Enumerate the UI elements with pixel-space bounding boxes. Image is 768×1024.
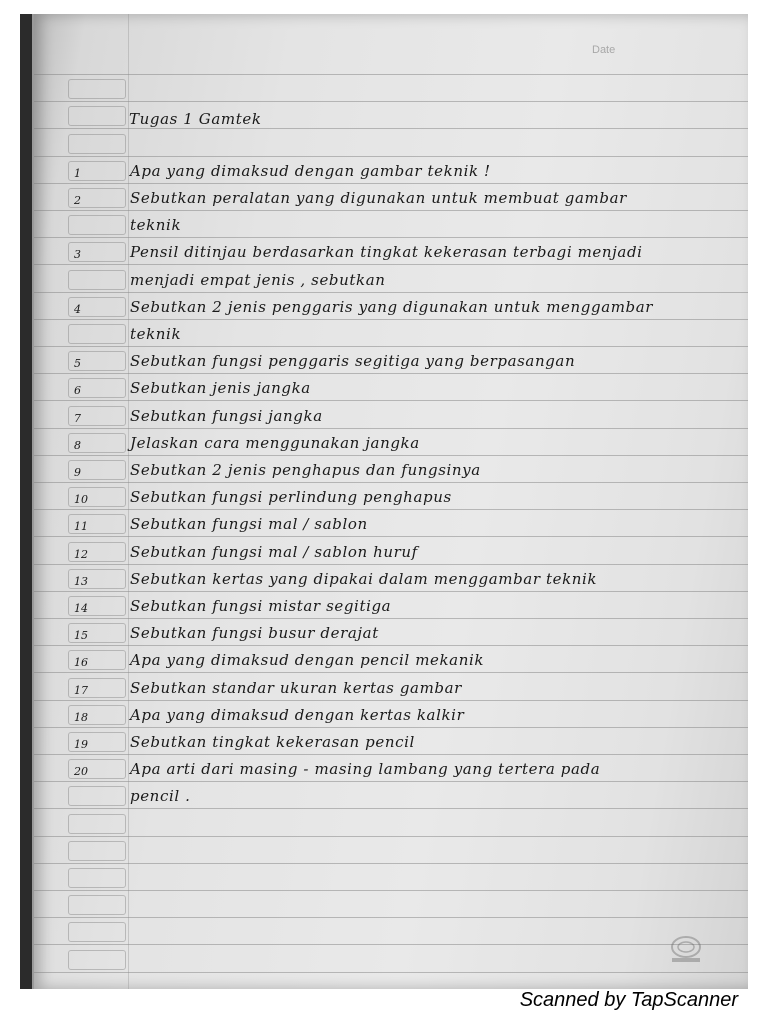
ruled-line	[34, 618, 748, 619]
ruled-line	[34, 346, 748, 347]
question-text: Jelaskan cara menggunakan jangka	[130, 433, 420, 452]
page-title: Tugas 1 Gamtek	[129, 110, 262, 128]
ruled-line	[34, 672, 748, 673]
question-text: Sebutkan fungsi jangka	[130, 406, 323, 425]
question-number: 6	[74, 384, 81, 398]
question-number: 13	[74, 574, 88, 588]
ruled-line	[34, 564, 748, 565]
question-text: Apa yang dimaksud dengan gambar teknik !	[130, 161, 491, 180]
question-text: Sebutkan standar ukuran kertas gambar	[130, 678, 462, 697]
question-text: Sebutkan fungsi mal / sablon huruf	[130, 542, 418, 561]
ruled-line	[34, 319, 748, 320]
ruled-line	[34, 400, 748, 401]
question-number: 8	[74, 438, 81, 452]
margin-box	[68, 786, 126, 806]
ruled-line	[34, 210, 748, 211]
ruled-line	[34, 373, 748, 374]
question-text: Apa yang dimaksud dengan kertas kalkir	[130, 705, 465, 724]
question-text: teknik	[130, 216, 182, 235]
question-text: Sebutkan peralatan yang digunakan untuk membuat gambar	[130, 189, 627, 207]
question-number: 2	[74, 194, 81, 207]
ruled-line	[34, 863, 748, 864]
question-number: 20	[74, 765, 88, 779]
question-text: Apa yang dimaksud dengan pencil mekanik	[130, 651, 485, 670]
ruled-line	[34, 264, 748, 265]
question-number: 18	[74, 710, 88, 724]
question-number: 10	[74, 493, 88, 507]
ruled-line	[34, 509, 748, 510]
margin-box	[68, 215, 126, 235]
margin-box	[68, 922, 126, 942]
ruled-line	[34, 237, 748, 238]
ruled-line	[34, 781, 748, 782]
question-number: 14	[74, 602, 88, 615]
ruled-line	[34, 428, 748, 429]
ruled-line	[34, 890, 748, 891]
question-text: Sebutkan jenis jangka	[130, 379, 311, 398]
question-number: 19	[74, 738, 88, 751]
photo-frame	[20, 14, 748, 989]
ruled-line	[34, 74, 748, 75]
scanner-watermark: Scanned by TapScanner	[519, 989, 738, 1011]
question-number: 1	[74, 166, 81, 180]
margin-box	[68, 134, 126, 154]
question-text: pencil .	[130, 787, 191, 806]
question-number: 4	[74, 302, 81, 316]
question-text: Sebutkan fungsi busur derajat	[130, 624, 379, 643]
question-text: Sebutkan tingkat kekerasan pencil	[130, 733, 415, 751]
margin-box	[68, 106, 126, 126]
question-text: Sebutkan fungsi perlindung penghapus	[130, 488, 452, 507]
question-number: 16	[74, 656, 88, 670]
ruled-line	[34, 700, 748, 701]
margin-box	[68, 270, 126, 290]
question-number: 7	[74, 411, 81, 425]
question-text: Sebutkan kertas yang dipakai dalam menggambar teknik	[130, 569, 598, 588]
margin-box	[68, 324, 126, 344]
margin-box	[68, 950, 126, 970]
ruled-line	[34, 754, 748, 755]
ruled-line	[34, 808, 748, 809]
question-number: 9	[74, 466, 81, 479]
ruled-line	[34, 536, 748, 537]
question-number: 15	[74, 629, 88, 643]
ruled-line	[34, 972, 748, 973]
notebook-page	[32, 14, 748, 989]
ruled-line	[34, 944, 748, 945]
ruled-line	[34, 128, 748, 129]
margin-box	[68, 841, 126, 861]
ruled-line	[34, 101, 748, 102]
ruled-line	[34, 156, 748, 157]
question-number: 12	[74, 547, 88, 561]
ruled-line	[34, 836, 748, 837]
question-number: 11	[74, 520, 88, 534]
question-number: 5	[74, 357, 81, 371]
ruled-line	[34, 645, 748, 646]
question-text: Sebutkan 2 jenis penggaris yang digunakan untuk menggambar	[130, 297, 654, 316]
ruled-line	[34, 482, 748, 483]
question-number: 17	[74, 683, 88, 697]
ruled-line	[34, 292, 748, 293]
ruled-line	[34, 591, 748, 592]
question-text: menjadi empat jenis , sebutkan	[130, 270, 386, 289]
date-label: Date	[592, 44, 616, 56]
margin-box	[68, 895, 126, 915]
ruled-line	[34, 455, 748, 456]
ruled-line	[34, 917, 748, 918]
publisher-logo-icon	[666, 934, 706, 964]
question-text: Sebutkan 2 jenis penghapus dan fungsinya	[130, 461, 481, 479]
question-text: Pensil ditinjau berdasarkan tingkat kekerasan terbagi menjadi	[130, 243, 643, 262]
question-text: teknik	[130, 325, 182, 343]
question-text: Sebutkan fungsi penggaris segitiga yang berpasangan	[130, 352, 576, 371]
margin-box	[68, 814, 126, 834]
question-number: 3	[74, 248, 81, 262]
margin-box	[68, 868, 126, 888]
ruled-line	[34, 183, 748, 184]
question-text: Sebutkan fungsi mistar segitiga	[130, 597, 392, 615]
ruled-line	[34, 727, 748, 728]
margin-line	[128, 14, 129, 989]
margin-box	[68, 79, 126, 99]
question-text: Sebutkan fungsi mal / sablon	[130, 515, 368, 534]
question-text: Apa arti dari masing - masing lambang yang tertera pada	[130, 760, 601, 779]
